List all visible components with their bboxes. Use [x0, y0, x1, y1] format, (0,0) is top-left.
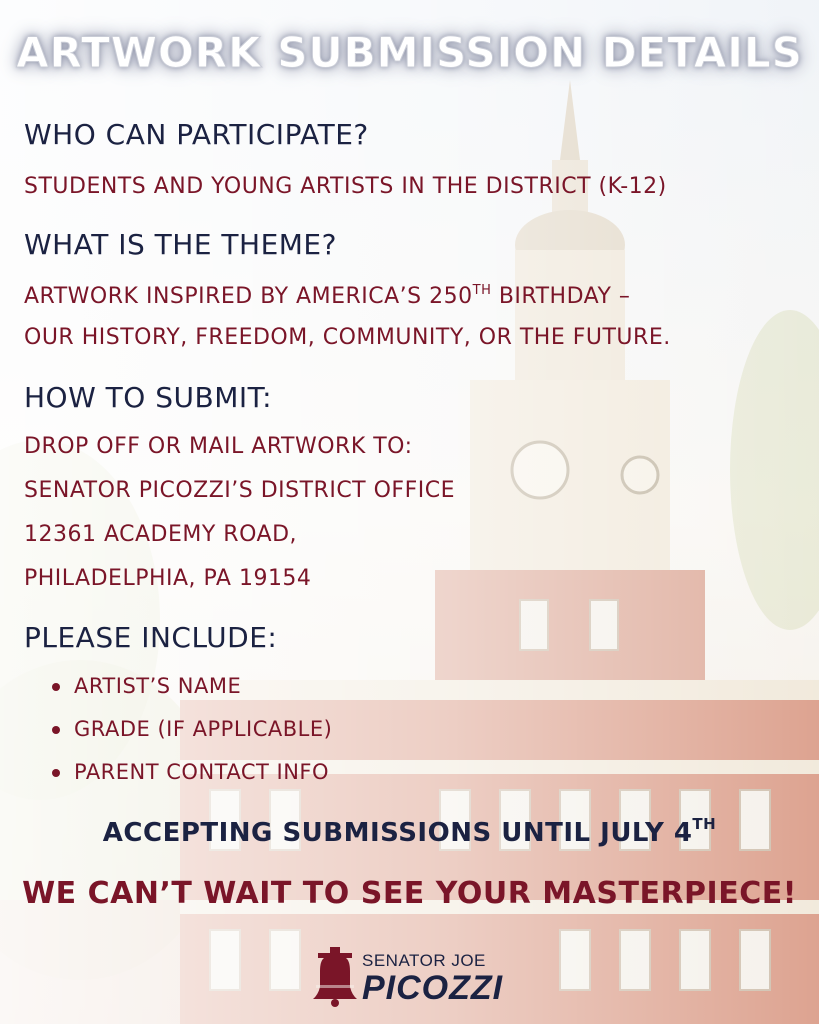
theme-line1-sup: TH [472, 283, 492, 298]
list-item: PARENT CONTACT INFO [52, 754, 332, 797]
submit-heading: HOW TO SUBMIT: [24, 381, 273, 414]
page-title: ARTWORK SUBMISSION DETAILS [16, 28, 803, 77]
theme-text-line1 [24, 283, 630, 310]
theme-line1-before: ARTWORK INSPIRED BY AMERICA’S 250 [24, 284, 473, 309]
list-item: ARTIST’S NAME [52, 668, 332, 711]
include-heading: PLEASE INCLUDE: [24, 621, 278, 654]
liberty-bell-icon [310, 947, 360, 1009]
submit-line-2: SENATOR PICOZZI’S DISTRICT OFFICE [24, 478, 455, 503]
bullet-icon [52, 769, 60, 777]
participate-heading: WHO CAN PARTICIPATE? [24, 118, 369, 151]
bullet-icon [52, 726, 60, 734]
include-list [52, 668, 332, 797]
submit-line-1: DROP OFF OR MAIL ARTWORK TO: [24, 434, 413, 459]
submit-line-4: PHILADELPHIA, PA 19154 [24, 566, 312, 591]
theme-heading: WHAT IS THE THEME? [24, 228, 337, 261]
submit-line-3: 12361 ACADEMY ROAD, [24, 522, 298, 547]
list-item: GRADE (IF APPLICABLE) [52, 711, 332, 754]
logo-small-text: SENATOR JOE [362, 951, 486, 970]
deadline-main: ACCEPTING SUBMISSIONS UNTIL JULY 4 [102, 818, 693, 848]
senator-logo [310, 945, 520, 1011]
deadline-text [0, 815, 819, 848]
bullet-icon [52, 683, 60, 691]
theme-text-line2: OUR HISTORY, FREEDOM, COMMUNITY, OR THE FUTURE. [24, 325, 671, 350]
theme-line1-after: BIRTHDAY – [491, 284, 631, 309]
deadline-sup: TH [692, 815, 717, 833]
participate-text: STUDENTS AND YOUNG ARTISTS IN THE DISTRICT (K-12) [24, 174, 667, 199]
closing-text: WE CAN’T WAIT TO SEE YOUR MASTERPIECE! [22, 876, 797, 911]
logo-name: PICOZZI [362, 969, 504, 1007]
